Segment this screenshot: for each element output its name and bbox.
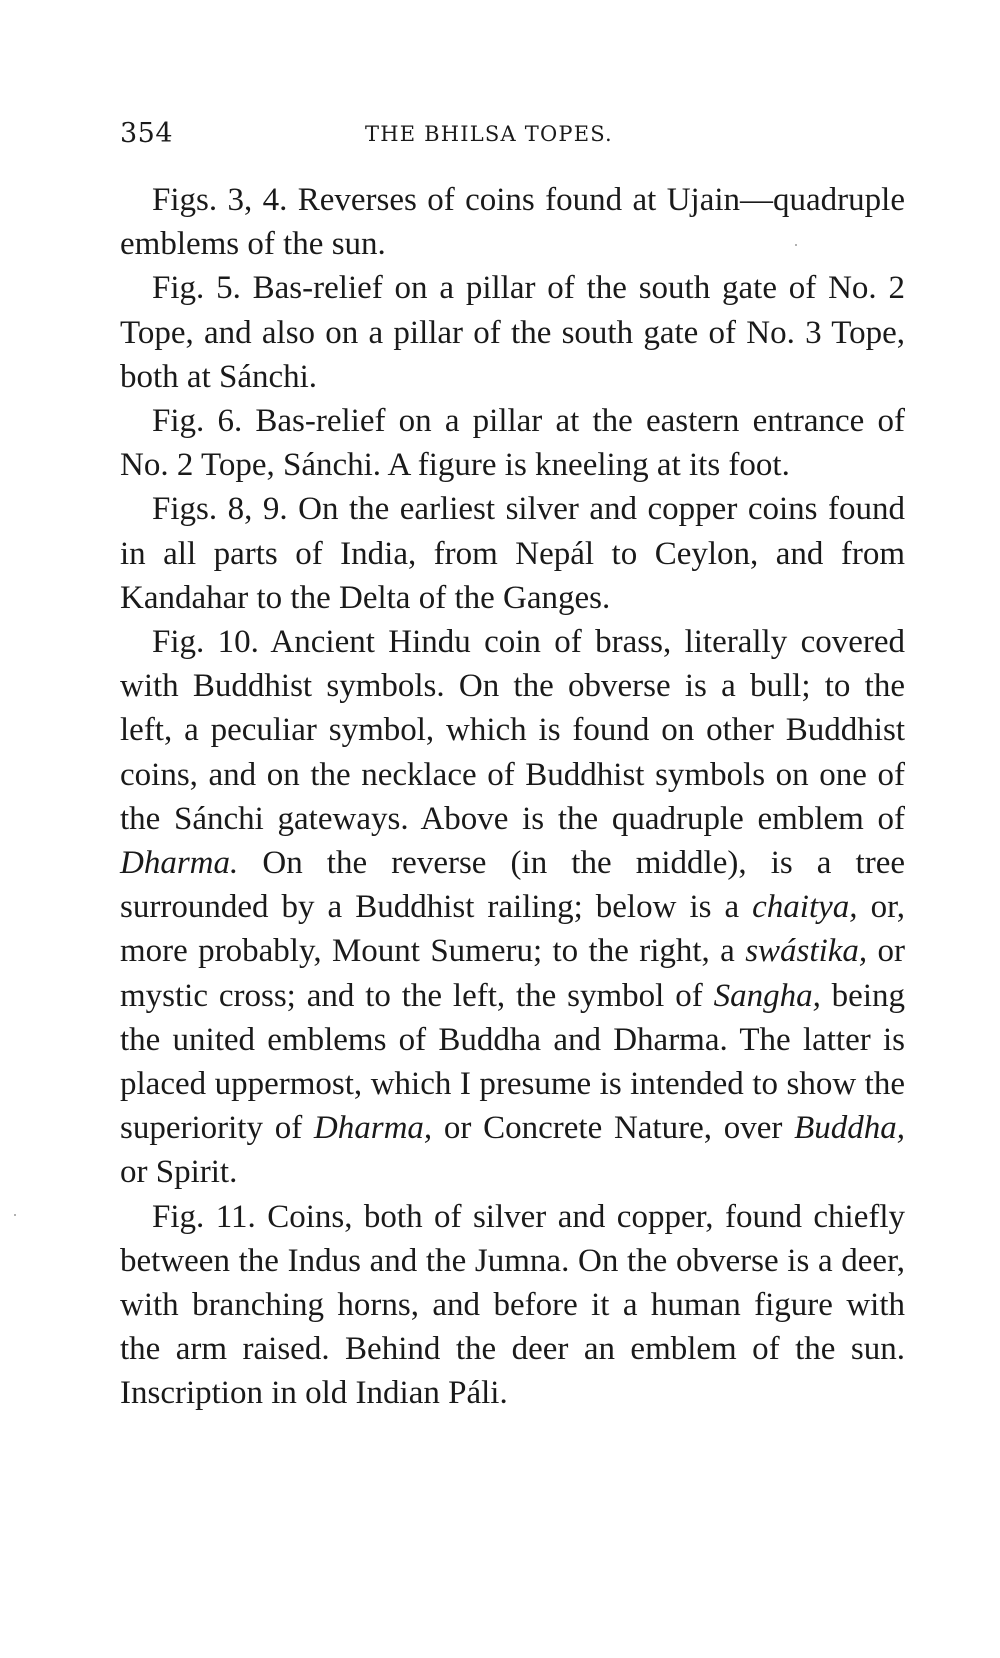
figure-description-part: On the reverse (in the middle), is a tree surrounded by a Buddhist railing; below is a: [120, 845, 905, 926]
figure-description: On the earliest silver and copper coins found in all parts of India, from Nepál to Ceylon, and from Kandahar to the Delta of the Ganges.: [120, 491, 905, 616]
figure-description: Bas-relief on a pillar of the south gate of No. 2 Tope, and also on a pillar of the south gate of No. 3 Tope, both at Sánchi.: [120, 270, 905, 395]
figure-description: Reverses of coins found at Ujain—quadruple emblems of the sun.: [120, 182, 905, 263]
italic-term-sangha: Sangha,: [713, 977, 821, 1014]
figure-description-part: Ancient Hindu coin of brass, literally covered with Buddhist symbols. On the obverse is a bull; to the left, a peculiar symbol, which is found on other Buddhist coins, and on the necklace of Buddhist symbols on one of the Sánchi gateways. Above is the quadruple emblem of: [120, 624, 905, 837]
running-title: THE BHILSA TOPES.: [365, 122, 613, 146]
figure-label: Fig. 10.: [152, 624, 259, 661]
running-head: [120, 118, 905, 158]
italic-term-buddha: Buddha,: [794, 1110, 905, 1147]
figure-entry-figs-3-4: [120, 178, 905, 266]
italic-term-dharma-2: Dharma,: [313, 1110, 433, 1147]
figure-label: Figs. 3, 4.: [152, 182, 288, 218]
italic-term-dharma: Dharma.: [120, 845, 239, 882]
figure-descriptions: [120, 178, 905, 1416]
figure-description-part: or Concrete Nature, over: [432, 1110, 795, 1147]
page-number: 354: [120, 118, 174, 149]
figure-entry-fig-11: [120, 1195, 905, 1416]
scan-speck: [14, 1214, 16, 1216]
figure-description-part: being the united emblems of Buddha and Dharma. The latter is placed uppermost, which I presume is intended to show the superiority of: [120, 977, 905, 1147]
scan-speck: [795, 244, 797, 246]
figure-description-part: or Spirit.: [120, 1154, 238, 1191]
figure-description: Coins, both of silver and copper, found chiefly between the Indus and the Jumna. On the obverse is a deer, with branching horns, and before it a human figure with the arm raised. Behind the deer an emblem of the sun. Inscription in old Indian Páli.: [120, 1198, 906, 1412]
figure-description-part: or mystic cross; and to the left, the symbol of: [120, 933, 905, 1014]
figure-label: Fig. 5.: [152, 270, 241, 307]
figure-label: Fig. 6.: [152, 403, 243, 440]
figure-label: Figs. 8, 9.: [152, 491, 288, 528]
figure-entry-figs-8-9: [120, 487, 905, 620]
figure-entry-fig-10: [120, 620, 905, 1195]
figure-description-part: or, more probably, Mount Sumeru; to the right, a: [120, 889, 905, 970]
figure-description: Bas-relief on a pillar at the eastern entrance of No. 2 Tope, Sánchi. A figure is kneeling at its foot.: [120, 403, 905, 484]
figure-label: Fig. 11.: [152, 1198, 256, 1235]
italic-term-chaitya: chaitya,: [752, 889, 858, 926]
figure-entry-fig-6: [120, 399, 905, 487]
figure-entry-fig-5: [120, 266, 905, 399]
italic-term-swastika: swástika,: [745, 933, 868, 970]
